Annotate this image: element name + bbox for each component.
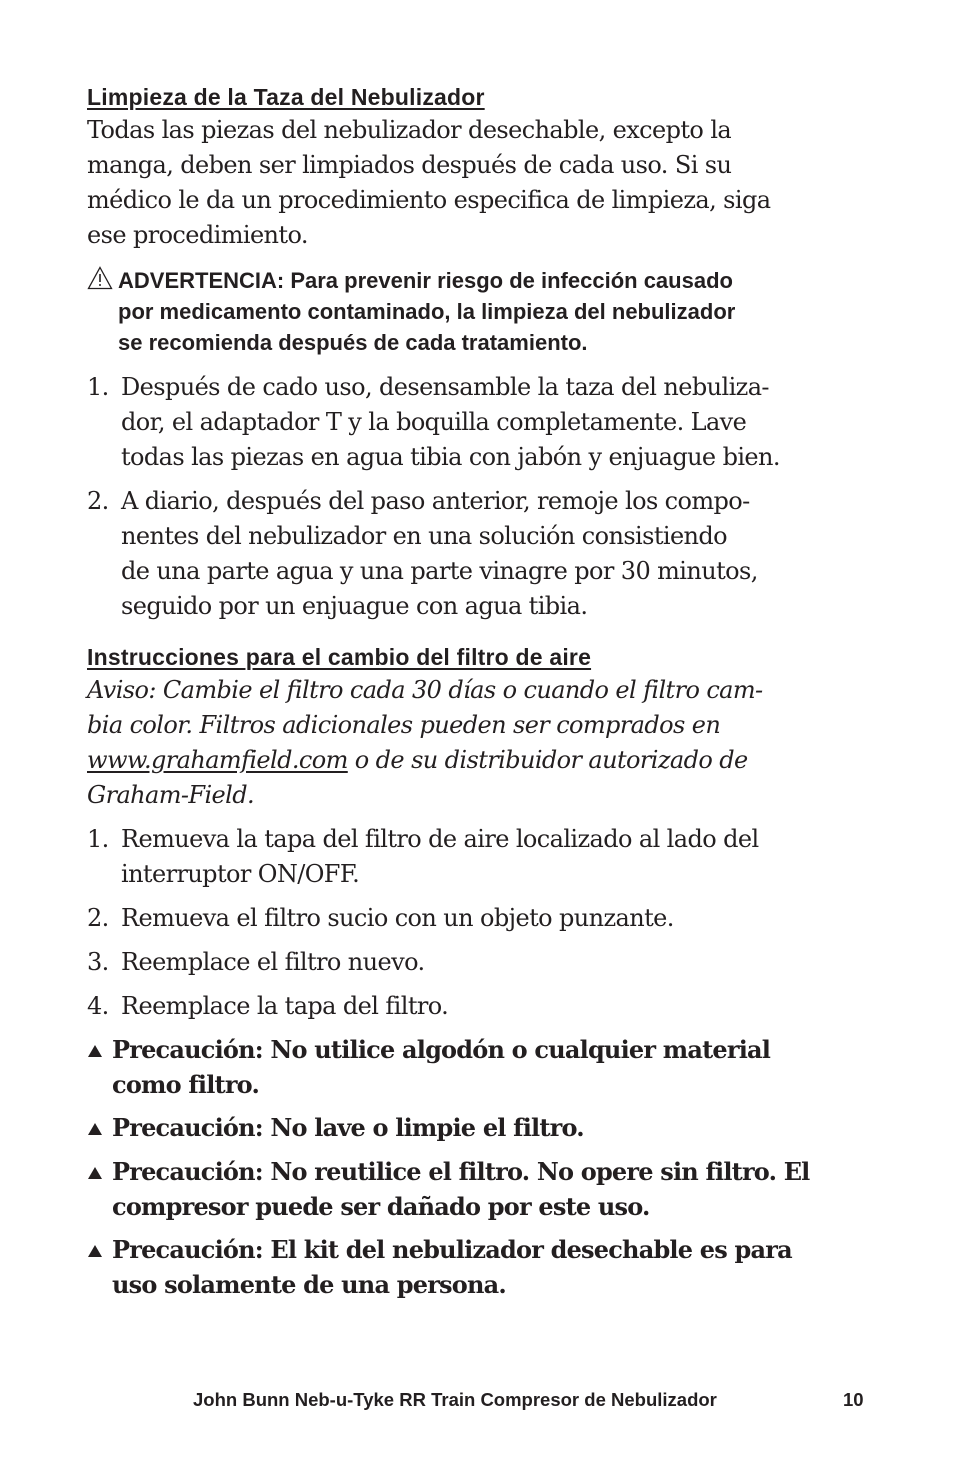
- list-item: [87, 484, 877, 624]
- warning-block: [87, 265, 877, 358]
- page-number: 10: [843, 1389, 864, 1410]
- text-line: Precaución: No lave o limpie el filtro.: [112, 1113, 584, 1142]
- text-line: de una parte agua y una parte vinagre por 30 minutos,: [121, 557, 758, 585]
- text-line: Precaución: El kit del nebulizador desechable es para: [112, 1235, 792, 1264]
- caution-item: [87, 1110, 877, 1145]
- list-item: [87, 822, 877, 892]
- text-line: Precaución: No reutilice el filtro. No opere sin filtro. El: [112, 1157, 810, 1186]
- caution-triangle-icon: [87, 1044, 103, 1058]
- list-item: [87, 945, 877, 980]
- text-line: Precaución: No utilice algodón o cualquier material: [112, 1035, 771, 1064]
- warning-line: por medicamento contaminado, la limpieza del nebulizador: [118, 299, 736, 324]
- text-line: compresor puede ser dañado por este uso.: [112, 1192, 650, 1221]
- text-line: dor, el adaptador T y la boquilla completamente. Lave: [121, 408, 747, 436]
- step-number: 2.: [87, 904, 109, 932]
- text-line: Reemplace la tapa del filtro.: [121, 992, 449, 1020]
- warning-line: se recomienda después de cada tratamiento.: [118, 330, 588, 355]
- warning-line: ADVERTENCIA: Para prevenir riesgo de infección causado: [118, 268, 733, 293]
- caution-item: [87, 1154, 877, 1224]
- document-page: [87, 82, 877, 1302]
- filter-steps-list: [87, 822, 877, 1024]
- section-heading-cleaning: Limpieza de la Taza del Nebulizador: [87, 84, 485, 110]
- step-number: 1.: [87, 373, 109, 401]
- warning-triangle-icon: [87, 266, 113, 290]
- text-line: Reemplace el filtro nuevo.: [121, 948, 425, 976]
- text-line: interruptor ON/OFF.: [121, 860, 360, 888]
- list-item: [87, 370, 877, 475]
- cleaning-steps-list: [87, 370, 877, 624]
- caution-item: [87, 1032, 877, 1102]
- caution-triangle-icon: [87, 1122, 103, 1136]
- text-line: bia color. Filtros adicionales pueden ser comprados en: [87, 711, 721, 739]
- website-link[interactable]: www.grahamfield.com: [87, 746, 348, 774]
- text-line: ese procedimiento.: [87, 221, 308, 249]
- step-number: 2.: [87, 487, 109, 515]
- text-line: Todas las piezas del nebulizador desechable, excepto la: [87, 116, 732, 144]
- footer-title: John Bunn Neb-u-Tyke RR Train Compresor de Nebulizador: [193, 1389, 717, 1410]
- caution-triangle-icon: [87, 1244, 103, 1258]
- step-number: 4.: [87, 992, 109, 1020]
- text-line: manga, deben ser limpiados después de cada uso. Si su: [87, 151, 732, 179]
- list-item: [87, 901, 877, 936]
- step-number: 3.: [87, 948, 109, 976]
- text-line: médico le da un procedimiento especifica de limpieza, siga: [87, 186, 771, 214]
- text-line: Aviso: Cambie el filtro cada 30 días o cuando el filtro cam-: [87, 676, 763, 704]
- text-line: uso solamente de una persona.: [112, 1270, 506, 1299]
- text-line: todas las piezas en agua tibia con jabón y enjuague bien.: [121, 443, 780, 471]
- filter-notice: [87, 673, 877, 813]
- text-line: Después de cado uso, desensamble la taza del nebuliza-: [121, 373, 769, 401]
- text-line: A diario, después del paso anterior, remoje los compo-: [121, 487, 750, 515]
- text-line: Remueva la tapa del filtro de aire localizado al lado del: [121, 825, 759, 853]
- caution-item: [87, 1232, 877, 1302]
- text-line: o de su distribuidor autorizado de: [347, 746, 748, 774]
- cleaning-intro: [87, 113, 877, 253]
- text-line: nentes del nebulizador en una solución consistiendo: [121, 522, 728, 550]
- section-heading-filter: Instrucciones para el cambio del filtro de aire: [87, 644, 592, 670]
- cautions-list: [87, 1032, 877, 1302]
- caution-triangle-icon: [87, 1166, 103, 1180]
- text-line: Remueva el filtro sucio con un objeto punzante.: [121, 904, 674, 932]
- list-item: [87, 989, 877, 1024]
- text-line: como filtro.: [112, 1070, 260, 1099]
- text-line: Graham-Field.: [87, 781, 254, 809]
- step-number: 1.: [87, 825, 109, 853]
- text-line: seguido por un enjuague con agua tibia.: [121, 592, 588, 620]
